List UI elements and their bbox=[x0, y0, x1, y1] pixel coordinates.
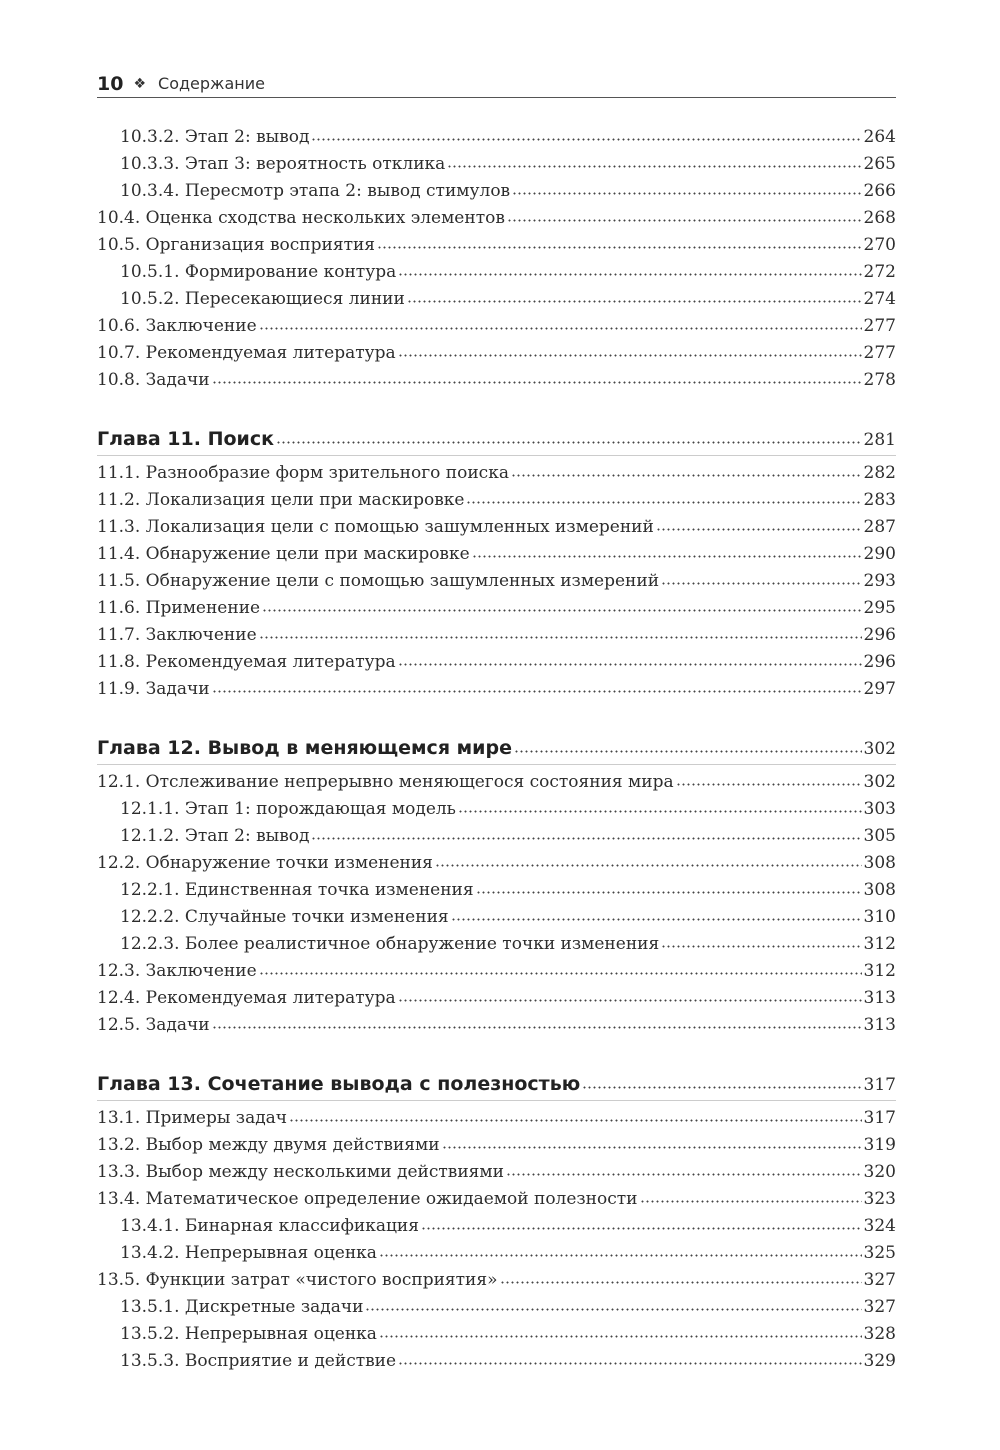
entry-title: 10.6. Заключение bbox=[97, 316, 257, 336]
entry-page-number: 264 bbox=[863, 127, 896, 147]
entry-page-number: 278 bbox=[863, 370, 896, 390]
dot-leader bbox=[379, 1254, 862, 1257]
entry-page-number: 266 bbox=[863, 181, 896, 201]
dot-leader bbox=[421, 1227, 862, 1230]
toc-entry[interactable] bbox=[97, 151, 896, 178]
entry-title: 10.3.3. Этап 3: вероятность отклика bbox=[120, 154, 446, 174]
toc-entry[interactable] bbox=[97, 985, 896, 1012]
entry-page-number: 323 bbox=[863, 1189, 896, 1209]
dot-leader bbox=[259, 327, 862, 330]
entry-title: 10.4. Оценка сходства нескольких элементов bbox=[97, 208, 505, 228]
dot-leader bbox=[511, 474, 862, 477]
toc-entry[interactable] bbox=[97, 205, 896, 232]
dot-leader bbox=[451, 918, 862, 921]
entry-page-number: 274 bbox=[863, 289, 896, 309]
entry-title: 12.2.1. Единственная точка изменения bbox=[120, 880, 474, 900]
entry-page-number: 296 bbox=[863, 652, 896, 672]
toc-entry[interactable] bbox=[97, 487, 896, 514]
toc-entry[interactable] bbox=[97, 514, 896, 541]
toc-entry[interactable] bbox=[97, 823, 896, 850]
chapter-page-number: 281 bbox=[863, 430, 896, 450]
dot-leader bbox=[506, 1173, 862, 1176]
chapter-title: Глава 12. Вывод в меняющемся мире bbox=[97, 737, 512, 759]
entry-title: 13.5.3. Восприятие и действие bbox=[120, 1351, 397, 1371]
chapter-page-number: 302 bbox=[863, 739, 896, 759]
entry-title: 10.8. Задачи bbox=[97, 370, 210, 390]
entry-page-number: 283 bbox=[863, 490, 896, 510]
dot-leader bbox=[582, 1086, 861, 1089]
dot-leader bbox=[259, 636, 862, 639]
entry-title: 11.6. Применение bbox=[97, 598, 261, 618]
entry-title: 10.5.1. Формирование контура bbox=[120, 262, 397, 282]
entry-page-number: 312 bbox=[863, 961, 896, 981]
entry-title: 12.1.2. Этап 2: вывод bbox=[120, 826, 310, 846]
entry-page-number: 327 bbox=[863, 1297, 896, 1317]
entry-page-number: 327 bbox=[863, 1270, 896, 1290]
chapter-heading[interactable] bbox=[97, 424, 896, 456]
toc-entry[interactable] bbox=[97, 676, 896, 703]
toc-entry[interactable] bbox=[97, 568, 896, 595]
entry-page-number: 310 bbox=[863, 907, 896, 927]
entry-page-number: 297 bbox=[863, 679, 896, 699]
dot-leader bbox=[311, 138, 861, 141]
dot-leader bbox=[289, 1119, 862, 1122]
toc-entry[interactable] bbox=[97, 877, 896, 904]
toc-entry[interactable] bbox=[97, 124, 896, 151]
dot-leader bbox=[407, 300, 862, 303]
entry-page-number: 277 bbox=[863, 316, 896, 336]
toc-entry[interactable] bbox=[97, 1348, 896, 1375]
dot-leader bbox=[661, 945, 861, 948]
entry-title: 10.5.2. Пересекающиеся линии bbox=[120, 289, 405, 309]
toc-entry[interactable] bbox=[97, 1132, 896, 1159]
toc-entry[interactable] bbox=[97, 1012, 896, 1039]
entry-title: 13.4. Математическое определение ожидаемой полезности bbox=[97, 1189, 638, 1209]
dot-leader bbox=[379, 1335, 862, 1338]
entry-page-number: 302 bbox=[863, 772, 896, 792]
entry-page-number: 265 bbox=[863, 154, 896, 174]
entry-page-number: 317 bbox=[863, 1108, 896, 1128]
dot-leader bbox=[398, 999, 862, 1002]
toc-entry[interactable] bbox=[97, 232, 896, 259]
entry-page-number: 282 bbox=[863, 463, 896, 483]
chapter-title: Глава 13. Сочетание вывода с полезностью bbox=[97, 1073, 581, 1095]
dot-leader bbox=[442, 1146, 862, 1149]
toc-entry[interactable] bbox=[97, 931, 896, 958]
entry-title: 11.8. Рекомендуемая литература bbox=[97, 652, 396, 672]
entry-title: 13.3. Выбор между несколькими действиями bbox=[97, 1162, 504, 1182]
toc-entry[interactable] bbox=[97, 1186, 896, 1213]
entry-page-number: 328 bbox=[863, 1324, 896, 1344]
entry-page-number: 305 bbox=[863, 826, 896, 846]
dot-leader bbox=[676, 783, 862, 786]
entry-page-number: 308 bbox=[863, 880, 896, 900]
entry-title: 11.5. Обнаружение цели с помощью зашумленных измерений bbox=[97, 571, 660, 591]
dot-leader bbox=[458, 810, 862, 813]
entry-title: 11.4. Обнаружение цели при маскировке bbox=[97, 544, 470, 564]
toc-entry[interactable] bbox=[97, 286, 896, 313]
entry-title: 12.1.1. Этап 1: порождающая модель bbox=[120, 799, 456, 819]
dot-leader bbox=[472, 555, 862, 558]
entry-title: 11.3. Локализация цели с помощью зашумленных измерений bbox=[97, 517, 654, 537]
dot-leader bbox=[661, 582, 862, 585]
chapter-page-number: 317 bbox=[863, 1075, 896, 1095]
entry-page-number: 329 bbox=[863, 1351, 896, 1371]
dot-leader bbox=[276, 441, 862, 444]
dot-leader bbox=[262, 609, 861, 612]
entry-page-number: 295 bbox=[863, 598, 896, 618]
toc-entry[interactable] bbox=[97, 1213, 896, 1240]
entry-page-number: 313 bbox=[863, 1015, 896, 1035]
toc-entry[interactable] bbox=[97, 460, 896, 487]
entry-page-number: 270 bbox=[863, 235, 896, 255]
dot-leader bbox=[476, 891, 862, 894]
dot-leader bbox=[466, 501, 861, 504]
entry-page-number: 293 bbox=[863, 571, 896, 591]
entry-title: 11.2. Локализация цели при маскировке bbox=[97, 490, 465, 510]
dot-leader bbox=[212, 690, 862, 693]
toc-entry[interactable] bbox=[97, 340, 896, 367]
dot-leader bbox=[377, 246, 862, 249]
dot-leader bbox=[398, 1362, 861, 1365]
entry-title: 10.7. Рекомендуемая литература bbox=[97, 343, 396, 363]
toc-entry[interactable] bbox=[97, 367, 896, 394]
dot-leader bbox=[398, 354, 862, 357]
dot-leader bbox=[514, 750, 862, 753]
entry-title: 13.4.1. Бинарная классификация bbox=[120, 1216, 419, 1236]
entry-page-number: 290 bbox=[863, 544, 896, 564]
toc-entry[interactable] bbox=[97, 796, 896, 823]
dot-leader bbox=[447, 165, 861, 168]
chapter-heading[interactable] bbox=[97, 733, 896, 765]
toc-entry[interactable] bbox=[97, 850, 896, 877]
dot-leader bbox=[435, 864, 862, 867]
entry-page-number: 272 bbox=[863, 262, 896, 282]
entry-title: 13.2. Выбор между двумя действиями bbox=[97, 1135, 440, 1155]
entry-page-number: 303 bbox=[863, 799, 896, 819]
toc-entry[interactable] bbox=[97, 958, 896, 985]
entry-page-number: 324 bbox=[863, 1216, 896, 1236]
entry-title: 10.3.2. Этап 2: вывод bbox=[120, 127, 310, 147]
entry-title: 12.1. Отслеживание непрерывно меняющегося состояния мира bbox=[97, 772, 674, 792]
entry-title: 13.5.2. Непрерывная оценка bbox=[120, 1324, 377, 1344]
entry-page-number: 277 bbox=[863, 343, 896, 363]
entry-title: 13.1. Примеры задач bbox=[97, 1108, 288, 1128]
entry-title: 12.4. Рекомендуемая литература bbox=[97, 988, 396, 1008]
toc-entry[interactable] bbox=[97, 1267, 896, 1294]
entry-page-number: 319 bbox=[863, 1135, 896, 1155]
dot-leader bbox=[656, 528, 862, 531]
toc-entry[interactable] bbox=[97, 622, 896, 649]
toc-entry[interactable] bbox=[97, 259, 896, 286]
entry-title: 11.1. Разнообразие форм зрительного поиска bbox=[97, 463, 509, 483]
dot-leader bbox=[259, 972, 862, 975]
running-header bbox=[97, 70, 896, 98]
dot-leader bbox=[365, 1308, 861, 1311]
dot-leader bbox=[212, 381, 862, 384]
chapter-title: Глава 11. Поиск bbox=[97, 428, 275, 450]
toc-entry[interactable] bbox=[97, 1321, 896, 1348]
entry-page-number: 296 bbox=[863, 625, 896, 645]
dot-leader bbox=[311, 837, 861, 840]
entry-title: 11.7. Заключение bbox=[97, 625, 257, 645]
dot-leader bbox=[500, 1281, 862, 1284]
toc-entry[interactable] bbox=[97, 313, 896, 340]
chapter-heading[interactable] bbox=[97, 1069, 896, 1101]
toc-entry[interactable] bbox=[97, 1294, 896, 1321]
toc-entry[interactable] bbox=[97, 769, 896, 796]
entry-page-number: 268 bbox=[863, 208, 896, 228]
toc-entry[interactable] bbox=[97, 178, 896, 205]
entry-page-number: 313 bbox=[863, 988, 896, 1008]
entry-title: 12.3. Заключение bbox=[97, 961, 257, 981]
running-title: Содержание bbox=[158, 74, 265, 93]
ornament-icon: ❖ bbox=[133, 75, 147, 92]
entry-page-number: 325 bbox=[863, 1243, 896, 1263]
toc-entry[interactable] bbox=[97, 649, 896, 676]
entry-title: 13.5. Функции затрат «чистого восприятия» bbox=[97, 1270, 498, 1290]
toc-entry[interactable] bbox=[97, 595, 896, 622]
entry-title: 11.9. Задачи bbox=[97, 679, 210, 699]
entry-title: 10.3.4. Пересмотр этапа 2: вывод стимулов bbox=[120, 181, 511, 201]
dot-leader bbox=[512, 192, 861, 195]
dot-leader bbox=[507, 219, 862, 222]
entry-title: 12.2. Обнаружение точки изменения bbox=[97, 853, 433, 873]
toc-entry[interactable] bbox=[97, 1105, 896, 1132]
dot-leader bbox=[640, 1200, 862, 1203]
entry-page-number: 287 bbox=[863, 517, 896, 537]
entry-title: 12.2.3. Более реалистичное обнаружение точки изменения bbox=[120, 934, 660, 954]
entry-title: 12.2.2. Случайные точки изменения bbox=[120, 907, 449, 927]
entry-title: 13.4.2. Непрерывная оценка bbox=[120, 1243, 377, 1263]
dot-leader bbox=[398, 273, 861, 276]
entry-page-number: 320 bbox=[863, 1162, 896, 1182]
entry-title: 12.5. Задачи bbox=[97, 1015, 210, 1035]
dot-leader bbox=[398, 663, 862, 666]
dot-leader bbox=[212, 1026, 862, 1029]
page-number: 10 bbox=[97, 72, 124, 95]
table-of-contents bbox=[97, 124, 896, 1375]
entry-title: 13.5.1. Дискретные задачи bbox=[120, 1297, 364, 1317]
toc-entry[interactable] bbox=[97, 1159, 896, 1186]
entry-page-number: 312 bbox=[863, 934, 896, 954]
toc-entry[interactable] bbox=[97, 904, 896, 931]
toc-entry[interactable] bbox=[97, 541, 896, 568]
entry-page-number: 308 bbox=[863, 853, 896, 873]
entry-title: 10.5. Организация восприятия bbox=[97, 235, 376, 255]
toc-entry[interactable] bbox=[97, 1240, 896, 1267]
